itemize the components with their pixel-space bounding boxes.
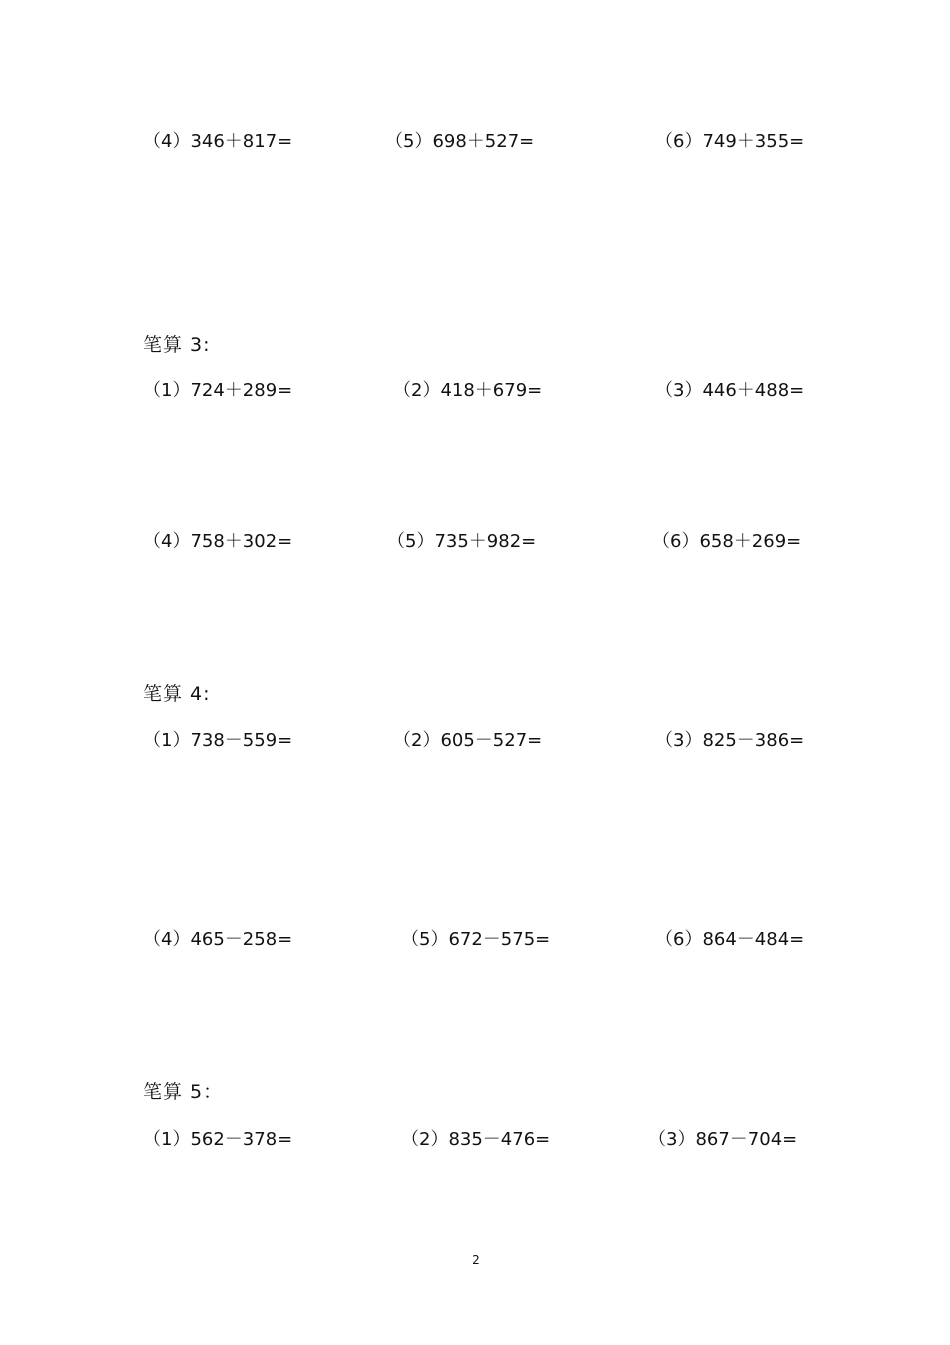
problem-item: （6）658＋269= (652, 531, 802, 552)
problem-item: （5）735＋982= (387, 531, 537, 552)
problem-item: （2）605－527= (393, 730, 543, 751)
problem-item: （3）446＋488= (655, 380, 805, 401)
problem-item: （6）749＋355= (655, 131, 805, 152)
problem-item: （4）346＋817= (143, 131, 293, 152)
problem-item: （2）418＋679= (393, 380, 543, 401)
problem-item: （3）825－386= (655, 730, 805, 751)
problem-item: （6）864－484= (655, 929, 805, 950)
problem-item: （1）724＋289= (143, 380, 293, 401)
problem-item: （1）562－378= (143, 1129, 293, 1150)
problem-item: （4）465－258= (143, 929, 293, 950)
section-heading: 笔算 3: (143, 334, 211, 356)
problem-item: （5）672－575= (401, 929, 551, 950)
problem-item: （4）758＋302= (143, 531, 293, 552)
problem-item: （5）698＋527= (385, 131, 535, 152)
problem-item: （1）738－559= (143, 730, 293, 751)
page-number: 2 (472, 1253, 480, 1267)
section-heading: 笔算 5： (143, 1081, 224, 1103)
problem-item: （3）867－704= (648, 1129, 798, 1150)
section-heading: 笔算 4: (143, 683, 211, 705)
problem-item: （2）835－476= (401, 1129, 551, 1150)
